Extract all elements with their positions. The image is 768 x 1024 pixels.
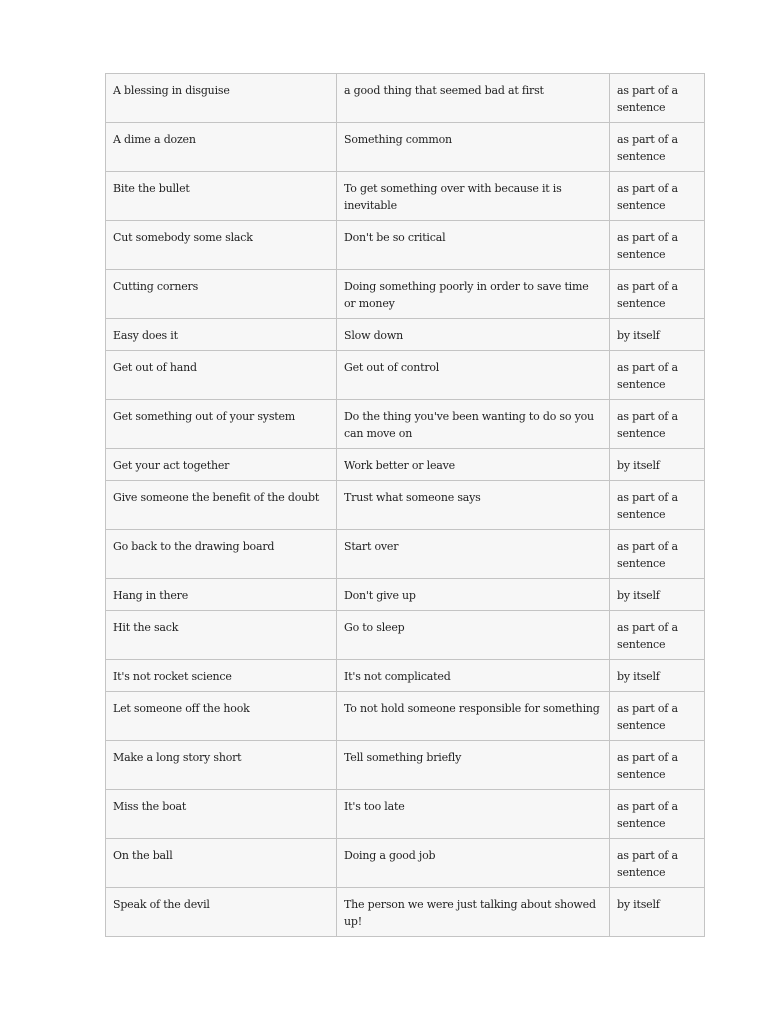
idiom-cell: Hit the sack bbox=[106, 611, 337, 660]
usage-cell: as part of a sentence bbox=[610, 172, 705, 221]
table-row bbox=[106, 660, 705, 692]
idiom-cell: Go back to the drawing board bbox=[106, 530, 337, 579]
idiom-cell: Miss the boat bbox=[106, 790, 337, 839]
table-row bbox=[106, 400, 705, 449]
usage-cell: by itself bbox=[610, 449, 705, 481]
meaning-cell: It's too late bbox=[337, 790, 610, 839]
idiom-cell: On the ball bbox=[106, 839, 337, 888]
idiom-cell: Let someone off the hook bbox=[106, 692, 337, 741]
idiom-cell: Cutting corners bbox=[106, 270, 337, 319]
meaning-cell: a good thing that seemed bad at first bbox=[337, 74, 610, 123]
meaning-cell: It's not complicated bbox=[337, 660, 610, 692]
meaning-cell: To not hold someone responsible for something bbox=[337, 692, 610, 741]
table-row bbox=[106, 221, 705, 270]
idiom-cell: It's not rocket science bbox=[106, 660, 337, 692]
table-row bbox=[106, 839, 705, 888]
usage-cell: as part of a sentence bbox=[610, 741, 705, 790]
usage-cell: as part of a sentence bbox=[610, 839, 705, 888]
usage-cell: as part of a sentence bbox=[610, 790, 705, 839]
table-row bbox=[106, 888, 705, 937]
idioms-table bbox=[105, 73, 705, 937]
meaning-cell: Doing something poorly in order to save time or money bbox=[337, 270, 610, 319]
usage-cell: by itself bbox=[610, 888, 705, 937]
table-row bbox=[106, 741, 705, 790]
idioms-table-body bbox=[106, 74, 705, 937]
idiom-cell: A dime a dozen bbox=[106, 123, 337, 172]
table-row bbox=[106, 74, 705, 123]
idiom-cell: Get your act together bbox=[106, 449, 337, 481]
idiom-cell: Hang in there bbox=[106, 579, 337, 611]
table-row bbox=[106, 449, 705, 481]
table-row bbox=[106, 579, 705, 611]
usage-cell: as part of a sentence bbox=[610, 351, 705, 400]
usage-cell: by itself bbox=[610, 579, 705, 611]
meaning-cell: Slow down bbox=[337, 319, 610, 351]
idiom-cell: Bite the bullet bbox=[106, 172, 337, 221]
usage-cell: as part of a sentence bbox=[610, 481, 705, 530]
meaning-cell: Do the thing you've been wanting to do so you can move on bbox=[337, 400, 610, 449]
idiom-cell: Speak of the devil bbox=[106, 888, 337, 937]
idiom-cell: Get something out of your system bbox=[106, 400, 337, 449]
table-row bbox=[106, 692, 705, 741]
meaning-cell: Doing a good job bbox=[337, 839, 610, 888]
table-row bbox=[106, 123, 705, 172]
idiom-cell: A blessing in disguise bbox=[106, 74, 337, 123]
usage-cell: as part of a sentence bbox=[610, 692, 705, 741]
meaning-cell: To get something over with because it is inevitable bbox=[337, 172, 610, 221]
usage-cell: as part of a sentence bbox=[610, 221, 705, 270]
meaning-cell: The person we were just talking about showed up! bbox=[337, 888, 610, 937]
usage-cell: by itself bbox=[610, 319, 705, 351]
idiom-cell: Give someone the benefit of the doubt bbox=[106, 481, 337, 530]
usage-cell: as part of a sentence bbox=[610, 611, 705, 660]
usage-cell: as part of a sentence bbox=[610, 530, 705, 579]
usage-cell: as part of a sentence bbox=[610, 400, 705, 449]
meaning-cell: Start over bbox=[337, 530, 610, 579]
table-row bbox=[106, 790, 705, 839]
meaning-cell: Don't be so critical bbox=[337, 221, 610, 270]
meaning-cell: Work better or leave bbox=[337, 449, 610, 481]
meaning-cell: Get out of control bbox=[337, 351, 610, 400]
table-row bbox=[106, 611, 705, 660]
usage-cell: as part of a sentence bbox=[610, 123, 705, 172]
meaning-cell: Don't give up bbox=[337, 579, 610, 611]
meaning-cell: Something common bbox=[337, 123, 610, 172]
idiom-cell: Cut somebody some slack bbox=[106, 221, 337, 270]
idiom-cell: Easy does it bbox=[106, 319, 337, 351]
idiom-cell: Get out of hand bbox=[106, 351, 337, 400]
table-row bbox=[106, 351, 705, 400]
table-row bbox=[106, 172, 705, 221]
usage-cell: as part of a sentence bbox=[610, 74, 705, 123]
usage-cell: as part of a sentence bbox=[610, 270, 705, 319]
usage-cell: by itself bbox=[610, 660, 705, 692]
idiom-cell: Make a long story short bbox=[106, 741, 337, 790]
table-row bbox=[106, 481, 705, 530]
meaning-cell: Go to sleep bbox=[337, 611, 610, 660]
table-row bbox=[106, 530, 705, 579]
meaning-cell: Tell something briefly bbox=[337, 741, 610, 790]
table-row bbox=[106, 319, 705, 351]
table-row bbox=[106, 270, 705, 319]
meaning-cell: Trust what someone says bbox=[337, 481, 610, 530]
